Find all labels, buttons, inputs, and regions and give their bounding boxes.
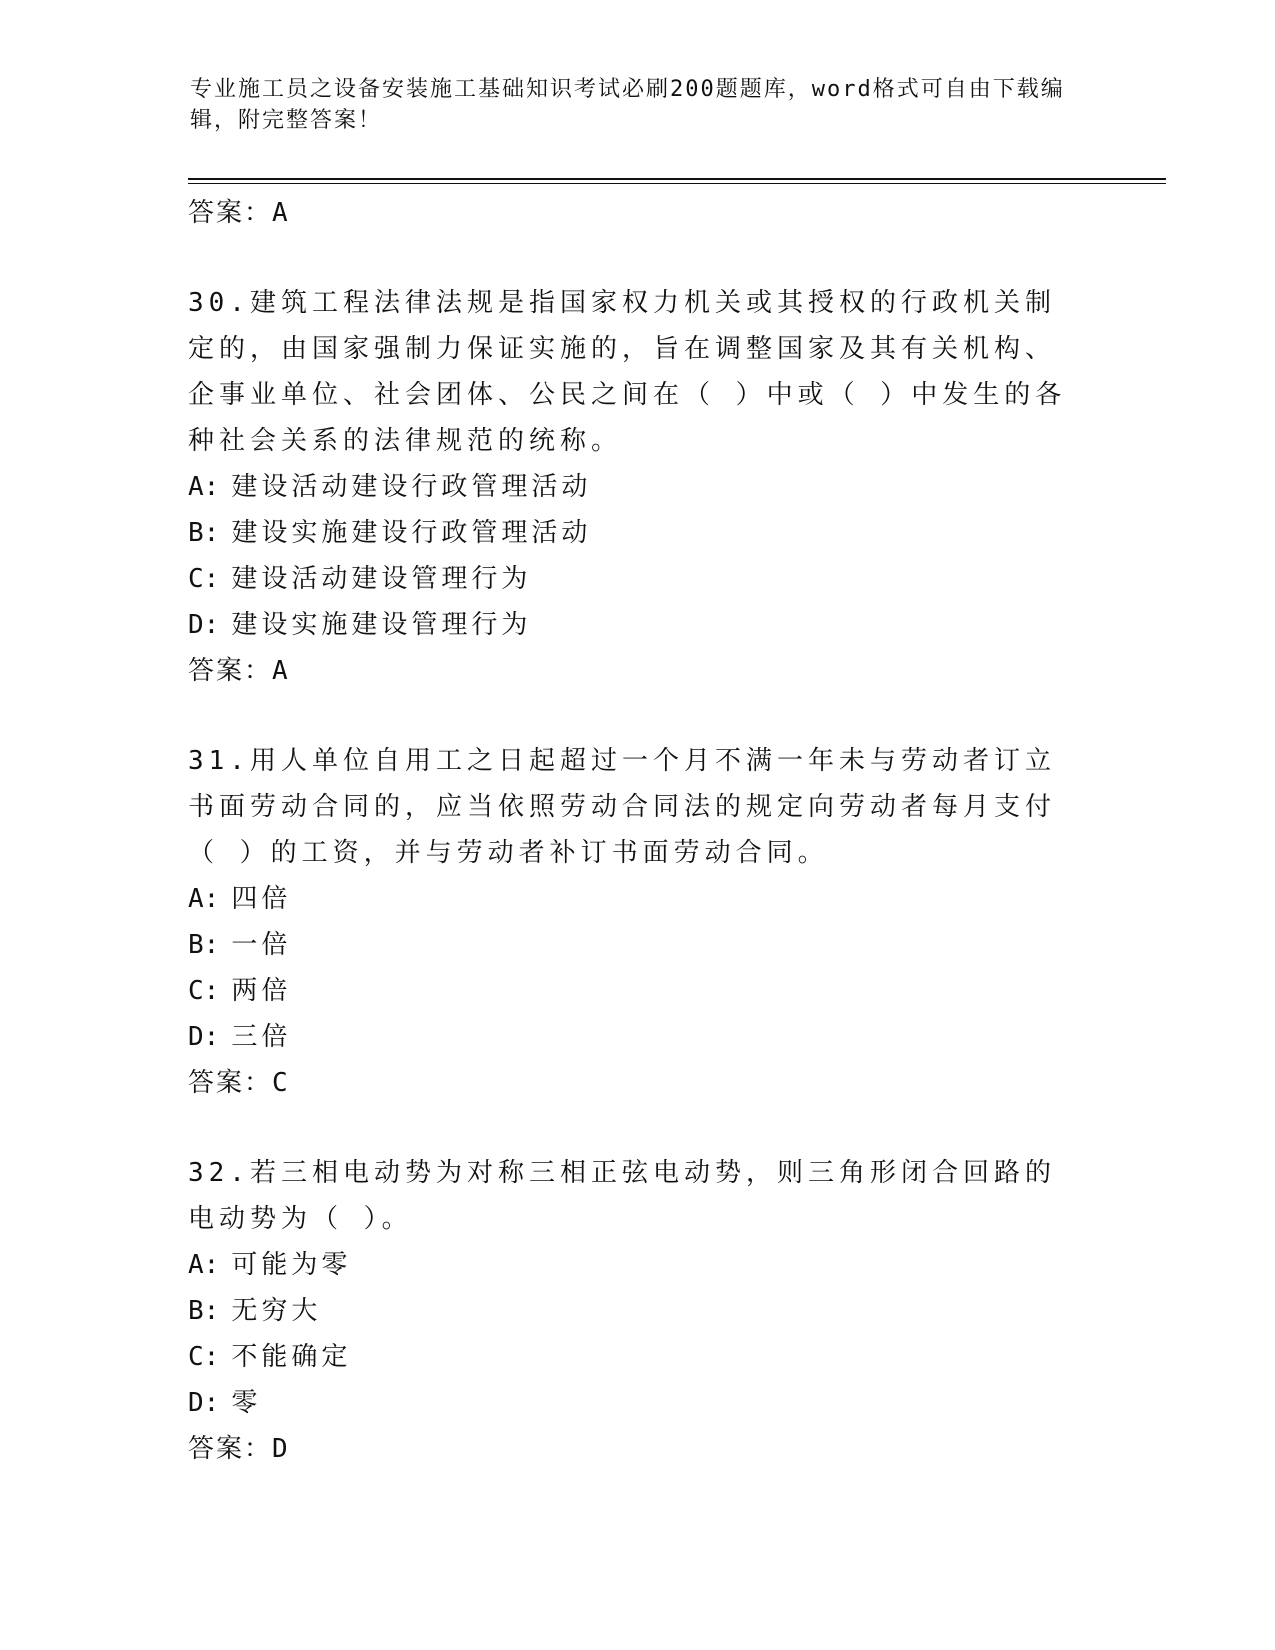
option-b (188, 510, 1088, 556)
option-key: C: (188, 564, 220, 594)
option-text: 三倍 (231, 1022, 292, 1052)
option-b (188, 1288, 1088, 1334)
answer-line (188, 648, 1088, 694)
option-text: 四倍 (231, 884, 292, 914)
question-text: 30.建筑工程法律法规是指国家权力机关或其授权的行政机关制定的，由国家强制力保证实施的，旨在调整国家及其有关机构、企事业单位、社会团体、公民之间在（ ）中或（ ）中发生的各种社会关系的法律规范的统称。 (188, 288, 1067, 456)
answer-line (188, 190, 1088, 236)
option-key: B: (188, 930, 220, 960)
option-a (188, 1242, 1088, 1288)
document-header (190, 74, 1090, 136)
question-block (188, 738, 1088, 1106)
option-key: A: (188, 472, 220, 502)
answer-value: A (272, 656, 290, 686)
option-key: A: (188, 884, 220, 914)
option-text: 不能确定 (231, 1342, 352, 1372)
answer-label: 答案： (188, 1068, 273, 1098)
option-key: A: (188, 1250, 220, 1280)
option-d (188, 1014, 1088, 1060)
header-title: 专业施工员之设备安装施工基础知识考试必刷200题题库，word格式可自由下载编辑，附完整答案！ (190, 77, 1065, 133)
option-d (188, 1380, 1088, 1426)
option-text: 一倍 (231, 930, 292, 960)
option-a (188, 464, 1088, 510)
answer-value: A (272, 198, 290, 228)
answer-label: 答案： (188, 198, 273, 228)
option-key: D: (188, 1022, 220, 1052)
question-text: 31.用人单位自用工之日起超过一个月不满一年未与劳动者订立书面劳动合同的，应当依照劳动合同法的规定向劳动者每月支付（ ）的工资，并与劳动者补订书面劳动合同。 (188, 746, 1057, 868)
option-text: 两倍 (231, 976, 292, 1006)
option-text: 建设活动建设行政管理活动 (231, 472, 592, 502)
answer-line (188, 1426, 1088, 1472)
answer-label: 答案： (188, 1434, 273, 1464)
option-text: 建设实施建设管理行为 (231, 610, 532, 640)
answer-line (188, 1060, 1088, 1106)
document-body (188, 190, 1088, 1472)
option-key: D: (188, 610, 220, 640)
option-c (188, 556, 1088, 602)
question-block (188, 280, 1088, 694)
header-divider-thin (188, 183, 1166, 184)
option-a (188, 876, 1088, 922)
answer-label: 答案： (188, 656, 273, 686)
option-text: 可能为零 (231, 1250, 352, 1280)
answer-value: D (272, 1434, 290, 1464)
option-text: 零 (231, 1388, 262, 1418)
option-key: B: (188, 518, 220, 548)
question-block (188, 1150, 1088, 1472)
option-key: B: (188, 1296, 220, 1326)
option-text: 建设活动建设管理行为 (231, 564, 532, 594)
answer-value: C (272, 1068, 290, 1098)
option-text: 建设实施建设行政管理活动 (231, 518, 592, 548)
option-key: C: (188, 1342, 220, 1372)
option-d (188, 602, 1088, 648)
question-text: 32.若三相电动势为对称三相正弦电动势，则三角形闭合回路的电动势为（ ）。 (188, 1158, 1056, 1234)
option-text: 无穷大 (231, 1296, 322, 1326)
option-c (188, 1334, 1088, 1380)
option-b (188, 922, 1088, 968)
option-key: C: (188, 976, 220, 1006)
option-c (188, 968, 1088, 1014)
option-key: D: (188, 1388, 220, 1418)
header-divider (188, 178, 1166, 180)
